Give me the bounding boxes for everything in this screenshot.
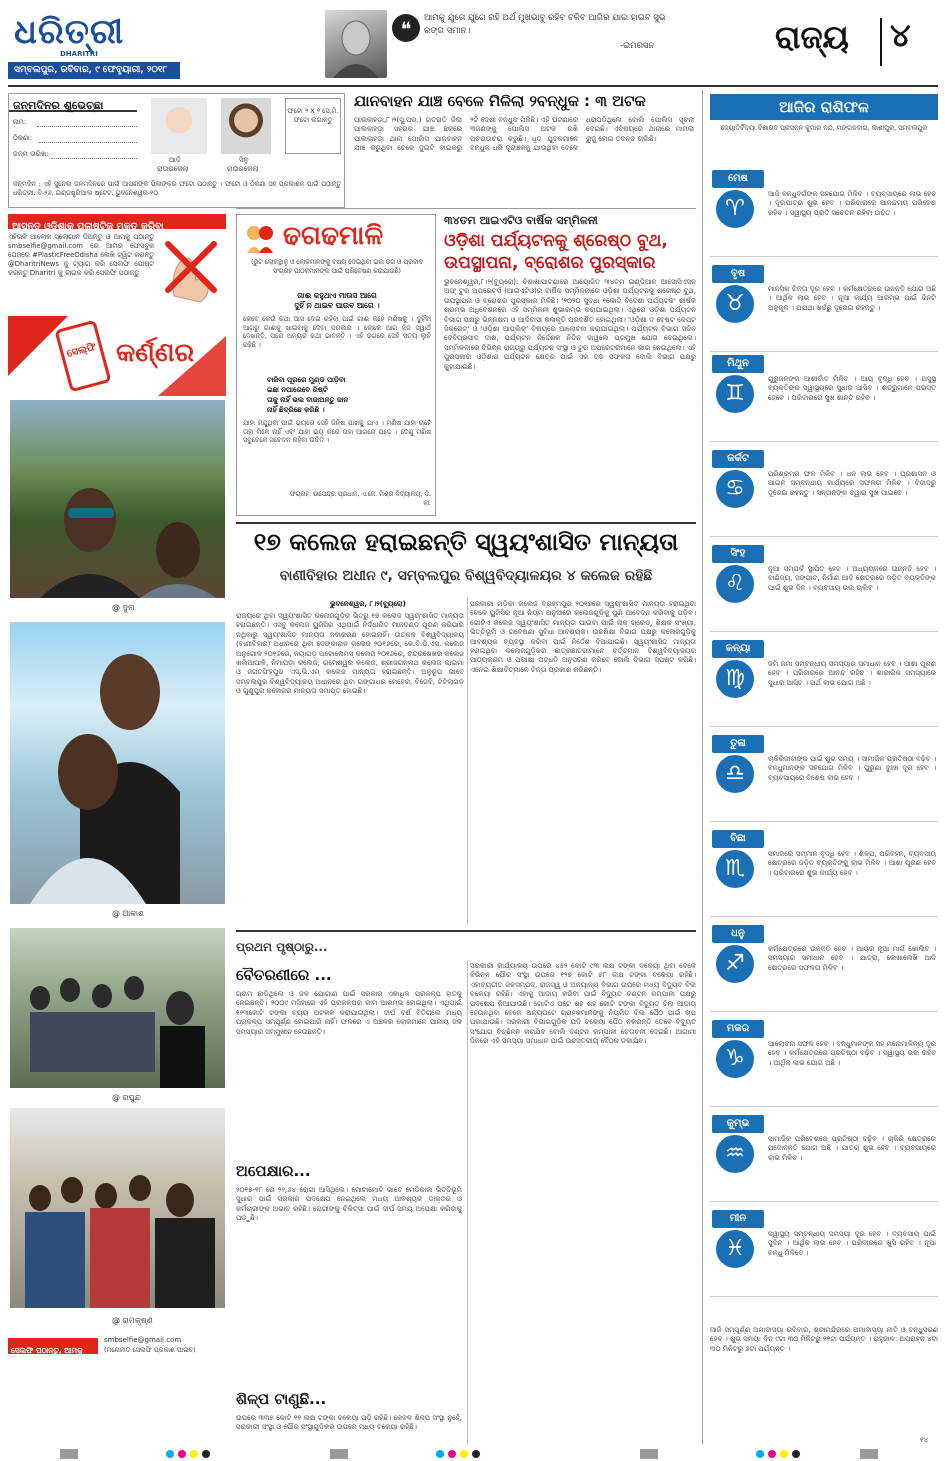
registration-block	[860, 1449, 878, 1459]
sign-name: ଧନୁ	[712, 925, 764, 943]
dateline-bar	[8, 62, 180, 79]
sign-text: ସାମାଜିକ ପରିବେଶରେ ପ୍ରତିଷ୍ଠା ବଢ଼ିବ । ଚାକିରି କ୍ଷେତ୍ରରେ ପଦୋନ୍ନତି ଯୋଗ ଅଛି । ଯାତ୍ରା ଶୁଭ ହେବ । ବ୍ୟବସାୟରେ ଲାଭ ମିଳିବ ।	[768, 1135, 936, 1162]
selfie-banner	[8, 316, 226, 396]
sign-text: ଆଲୋଚନା ସଫଳ ହେବ । ବନ୍ଧୁମାନଙ୍କ ସହ ମନୋମାଳିନ୍ୟ ଦୂର ହେବ । କର୍ମକ୍ଷେତ୍ରରେ ପ୍ରତିଷ୍ଠା ବଢ଼ିବ । ସ୍ୱାସ୍ଥ୍ୟ ଭଲ ରହିବ । ଆର୍ଥିକ ଲାଭ ଯୋଗ ଅଛି ।	[768, 1040, 936, 1067]
sign-name: ମୀନ	[712, 1210, 764, 1228]
registration-dot	[768, 1450, 776, 1458]
dhagamali-heading: ଦୁହିଁ ନ ଥାଇବ ପାଉବ ଆଗେ ।	[294, 301, 380, 310]
selfie-footer	[8, 1334, 226, 1376]
plastic-title-bar	[8, 214, 226, 232]
horoscope-entry	[710, 450, 938, 535]
aquarius-icon: ♒	[716, 1135, 754, 1173]
college-body-right: ସରକାରୀ ମଡ଼ିକା କଲେଜ ବ୍ରହ୍ମପୁର ୨୦୧୭ରେ ସ୍ୱୟଂଶାସିତ ମାନ୍ୟତା ହରାଇଥିବା ବେଳେ ୟୁଜିସିର ନୂଆ ନିୟମ ଅନୁସାରେ କଲେଜଗୁଡ଼ିକୁ ପୁଣି ଆବେଦନ କରିବାକୁ ପଡ଼ିବ। ଗୋଟିଏ କଲେଜ ସ୍ୱୟଂଶାସିତ ମାନ୍ୟତା ପାଇବା ପାଇଁ ନାକ୍ ଗ୍ରେଡ୍, ଶିକ୍ଷକ ସଂଖ୍ୟା, ଭିତ୍ତିଭୂମି ଓ ଗବେଷଣା ସୁବିଧା ଆବଶ୍ୟକ। ଉଚ୍ଚଶିକ୍ଷା ବିଭାଗ ପକ୍ଷରୁ କଲେଜଗୁଡ଼ିକୁ ଆବଶ୍ୟକ ବ୍ୟବସ୍ଥା କରିବା ପାଇଁ ନିର୍ଦ୍ଦେଶ ଦିଆଯାଇଛି। ସ୍ୱୟଂଶାସିତ ମାନ୍ୟତା ହରାଇଥିବା କଲେଜଗୁଡ଼ିକର ଛାତ୍ରଛାତ୍ରୀମାନେ ବର୍ତ୍ତମାନ ବିଶ୍ୱବିଦ୍ୟାଳୟର ପାଠ୍ୟକ୍ରମ ଓ ପରୀକ୍ଷା ପଦ୍ଧତି ଅନୁସରଣ କରିବେ ବୋଲି ବିଭାଗ ସ୍ପଷ୍ଟ କରିଛି। ଏନେଇ ଶିକ୍ଷାବିତ୍‌ମାନେ ଚିନ୍ତା ପ୍ରକାଶ କରିଛନ୍ତି।	[470, 600, 696, 674]
dhagamali-heading: ଗାଈ କହୁଥାଏ ମାଉସ ଆଗେ	[297, 291, 377, 300]
registration-dot	[436, 1450, 444, 1458]
entry-rule	[710, 821, 938, 822]
selfie-note: (ମନୋନୀତ ସେଲଫି ପ୍ରକାଶ ପାଇବ)	[104, 1346, 196, 1354]
photo-placeholder: ଫଟୋ ୨ X ୨ ସେ.ମି. ଫଟୋ ଲଗାନ୍ତୁ	[285, 98, 341, 154]
photo-caption: @ ଦୁନା	[112, 603, 135, 612]
entry-rule	[710, 256, 938, 257]
registration-dot	[448, 1450, 456, 1458]
capricorn-icon: ♑	[716, 1040, 754, 1078]
college-headline: ୧୭ କଲେଜ ହରାଇଛନ୍ତି ସ୍ୱୟଂଶାସିତ ମାନ୍ୟତା	[253, 528, 679, 556]
horoscope-entry	[710, 640, 938, 725]
sign-text: ଚାକିରିଜୀବୀଙ୍କ ପାଇଁ ଶୁଭ ସମୟ । ସାମାଜିକ ପ୍ରତିଷ୍ଠା ବଢ଼ିବ । ବନ୍ଧୁମାନଙ୍କ ସହଯୋଗ ମିଳିବ । ପୁରୁଣା ଦୁଃଖ ଦୂର ହେବ । ବ୍ୟବସାୟରେ ବିଶେଷ ଲାଭ ହେବ ।	[768, 755, 936, 782]
front-column-body: ସରକାରୀ କାର୍ଯ୍ୟାଳୟ ଉପରେ ୪୫୨ କୋଟି ୯୩ ଲକ୍ଷ ଟଙ୍କା ବକେୟା ଥିବା ବେଳେ ବିଭିନ୍ନ ପୌର ସଂସ୍ଥା ଉପରେ ୧୨୭ କୋଟି ୫୮ ଲକ୍ଷ ଟଙ୍କା ବକେୟା ରହିଛି। ଏହାବ୍ୟତୀତ ଜଳସମ୍ପଦ, ରାଜସ୍ୱ ଓ ଅନ୍ୟାନ୍ୟ ବିଭାଗ ଉପରେ ମଧ୍ୟ ବିଦ୍ୟୁତ ବିଲ ବକେୟା ରହିଛି। ଏହାକୁ ଆଦାୟ କରିବା ପାଇଁ ବିଦ୍ୟୁତ ବଣ୍ଟନ କମ୍ପାନୀ ପକ୍ଷରୁ ପଦକ୍ଷେପ ନିଆଯାଉଛି। ଗୋଟିଏ ପଟେ ଶହ ଶହ କୋଟି ଟଙ୍କା ବିଦ୍ୟୁତ ବିଲ ଆଦାୟ ହେଉନଥିବା ବେଳେ ଅନ୍ୟପଟେ ଗ୍ରାହକମାନଙ୍କୁ ନିୟମିତ ବିଲ ପୈଠ ପାଇଁ ଚାପ ପକାଯାଉଛି। ସରକାରୀ ବିଭାଗଗୁଡ଼ିକ ଯଦି ବକେୟା ପୈଠ ନକରନ୍ତି ତେବେ ବିଦ୍ୟୁତ ସଂଯୋଗ ବିଚ୍ଛିନ୍ନ କରାଯିବ ବୋଲି ବଣ୍ଟନ କମ୍ପାନୀ ଚେତାବନୀ ଦେଇଛି। ଆଗାମୀ ଦିନରେ ଏହି ସମସ୍ୟା ସମାଧାନ ପାଇଁ ଉଚ୍ଚସ୍ତରୀୟ ବୈଠକ ଡକାଯିବ।	[470, 962, 696, 1046]
kid-place: ରାଉରକେଲା	[157, 165, 189, 173]
sign-name: କର୍କଟ	[712, 450, 764, 468]
leo-icon: ♌	[716, 565, 754, 603]
registration-dot	[202, 1450, 210, 1458]
birthday-field-dob: ଜନ୍ମ ତାରିଖ:	[13, 150, 49, 158]
masthead-rule	[8, 85, 938, 87]
selfie-photo	[10, 1108, 225, 1308]
registration-dot	[472, 1450, 480, 1458]
birthday-field-address: ଠିକଣା:	[13, 134, 33, 142]
entry-rule	[710, 1296, 938, 1297]
sign-name: କୁମ୍ଭ	[712, 1115, 764, 1133]
horoscope-entry	[710, 735, 938, 820]
sign-name: ମିଥୁନ	[712, 355, 764, 373]
dhagamali-verse: ନାହିଁ ଛିଦ୍ରିଛେ କରିଛି ।	[267, 406, 325, 414]
registration-dot	[190, 1450, 198, 1458]
front-section-title: ଶିଳ୍ପ ଟାଣୁଛି...	[236, 1390, 327, 1408]
horoscope-title: ଆଜିର ରାଶିଫଳ	[779, 98, 869, 116]
horoscope-footer: ଆଜି ସମ୍ପୂର୍ଣ୍ଣ ଅମାବାସ୍ୟା ରବିବାର, ଶ୍ରୀମନ୍ଦିରରେ ଅମାବାସ୍ୟା ନୀତି ଓ ବନ୍ଧୁସରଣ ହେବ । ଶୁଭ ସମୟ: ଦିନ ୯ଟା ୩୦ ମିନିଟରୁ ୧୧ଟା ପର୍ଯ୍ୟନ୍ତ । ରାହୁକାଳ: ଅପରାହ୍ନ ୪ଟା ୩୦ ମିନିଟରୁ ୬ଟା ପର୍ଯ୍ୟନ୍ତ ।	[710, 1326, 938, 1353]
section-title: ରାଜ୍ୟ	[775, 18, 849, 56]
sign-text: ଗୁରୁଜନଙ୍କ ଆଶୀର୍ବାଦ ମିଳିବ । ଆୟ ବୃଦ୍ଧି ହେବ । ଅସୁସ୍ଥ ବ୍ୟକ୍ତିଙ୍କ ସ୍ୱାସ୍ଥ୍ୟରେ ସୁଧାର ଆସିବ । ଶତ୍ରୁମାନେ ପରାସ୍ତ ହେବେ । ପରିବାରରେ ସୁଖ ଶାନ୍ତି ରହିବ ।	[768, 375, 936, 402]
dhagamali-body: କେବେ କେଉଁ କଥା ଆସ ଦେଇ ରହିବା ପାଇଁ ଗାଈ କହେ ମଣିଷକୁ । ଦୁହିଁବା ଆଗରୁ ଗାଈକୁ ଖାଇବାକୁ ଦେବା ଦରକାର । ଲୋକେ ଆଗ ନିଜ ସ୍ୱାର୍ଥ ଦେଖନ୍ତି, ପରେ ଅନ୍ୟର କଥା ଭାବନ୍ତି । ଏହି ଢଗରେ ସେହି ସତ୍ୟ ଲୁଚି ରହିଛି ।	[243, 315, 431, 349]
vehicle-story	[236, 92, 696, 204]
horoscope-entry	[710, 355, 938, 440]
entry-rule	[710, 916, 938, 917]
sign-text: ମାନସିକ ଚିନ୍ତା ଦୂର ହେବ । କର୍ମକ୍ଷେତ୍ରରେ ଉନ୍ନତି ଯୋଗ ଅଛି । ଆର୍ଥିକ ଲାଭ ହେବ । ନୂଆ କାର୍ଯ୍ୟ ଆରମ୍ଭ ପାଇଁ ଦିନଟି ଅନୁକୂଳ । ଅଯଥା ଖର୍ଚ୍ଚରୁ ଦୂରେଇ ରହନ୍ତୁ ।	[768, 285, 936, 312]
horoscope-entry	[710, 925, 938, 1010]
dhagamali-intro: (ରୁଟି ଲୋକନ୍ଥାଳୁ ଓ ଲୋକମାନଙ୍କୁ ବିଷୟ ଦେଇଥିବା ଭଲ ଢଗ ଓ ପ୍ରବାଦ ସଂଗ୍ରହ ପାଠକମାନଙ୍କ ପାଇଁ ପରିବେଷଣ କରାଯାଉଛି)	[251, 259, 423, 275]
sign-text: କର୍ମକ୍ଷେତ୍ରରେ ଉନ୍ନତି ହେବ । ଆୟର ନୂଆ ମାର୍ଗ ଖୋଲିବ । ସମସ୍ୟାର ସମାଧାନ ହେବ । ଯାତ୍ରା, ଲେଖାଲେଖି ଆଦି କ୍ଷେତ୍ରରେ ସଫଳତା ମିଳିବ ।	[768, 945, 936, 972]
no-plastic-icon	[160, 236, 222, 306]
tourism-headline: ଓଡ଼ିଶା ପର୍ଯ୍ୟଟନକୁ ଶ୍ରେଷ୍ଠ ବୁଥ, ଉପସ୍ଥାପନା, ବ୍ରୋଶର ପୁରସ୍କାର	[444, 231, 668, 273]
horoscope-entry	[710, 1020, 938, 1105]
sign-name: ବୃଷ	[712, 265, 764, 283]
author-portrait	[325, 10, 387, 78]
dhagamali-title: ଢଗଢମାଳି	[283, 221, 384, 251]
front-section-title: ବୈତରଣୀରେ ...	[236, 966, 332, 984]
logo	[14, 12, 214, 56]
college-subhead: ବାଣୀବିହାର ଅଧୀନ ୯, ସମ୍ବଲପୁର ବିଶ୍ୱବିଦ୍ୟାଳୟର ୪ କଲେଜ ରହିଛି	[279, 568, 653, 584]
quote-author: -ଇମରସନ	[620, 41, 655, 51]
sign-text: ସ୍ୱାସ୍ଥ୍ୟ ସମ୍ବନ୍ଧୀୟ ସମସ୍ୟା ଦୂର ହେବ । ବ୍ୟବସାୟ ପାଇଁ ସୁଦିନ । ଆର୍ଥିକ ଲାଭ ହେବ । ପରିବାରରେ ଖୁସି ରହିବ । ନୂଆ ବନ୍ଧୁ ମିଳିବେ ।	[768, 1230, 936, 1257]
gemini-icon: ♊	[716, 375, 754, 413]
entry-rule	[710, 631, 938, 632]
sign-name: ମକର	[712, 1020, 764, 1038]
front-label: ପ୍ରଥମ ପୃଷ୍ଠାରୁ...	[236, 940, 328, 954]
plastic-body: ଏହିଭଳି ଆଲୋକ ସ୍ଲୋଗାନ ଦିଅନ୍ତୁ ଓ ଆମକୁ ପଠାନ୍ତୁ smbselfie@gmail.com ରେ ଆମର ଫେସବୁକ ପେଜରେ #PlasticFreeOdisha ଲେଖି ଟ୍ୱିଟ କରନ୍ତୁ @DharitriNews କୁ ଟ୍ୟାଗ କରି ସେଲଫି ପୋଷ୍ଟ କରନ୍ତୁ Dharitri କୁ ଲାଇକ କରି ସେଲଫି ପଠାନ୍ତୁ	[8, 233, 154, 277]
tourism-body: ଭୁବନେଶ୍ୱର,୮।୨(ବ୍ୟୁରୋ): ବିଶାଖାପାଟଣାରେ ଆୟୋଜିତ ୩୪ତମ ଇଣ୍ଡିଆନ୍ ଆସୋସିଏସନ୍ ଅଫ୍ ଟୁର ଅପରେଟର୍ସ (ଆଇଏଟିଓ)ର ବାର୍ଷିକ ସମ୍ମିଳନୀରେ ଓଡ଼ିଶା ପର୍ଯ୍ୟଟନକୁ ଶ୍ରେଷ୍ଠ ବୁଥ, ଉପସ୍ଥାପନା ଓ ବ୍ରୋଶର ପୁରସ୍କାର ମିଳିଛି। '୨୦୨୦ ସୁଦ୍ଧା ୧କୋଟି ବିଦେଶୀ ପର୍ଯ୍ୟଟକ' ଶୀର୍ଷକ ଶ୍ରମ୍ଭ ଅଧିବେଶନରେ ଏହି ସମ୍ମିଳନୀ ଶୁଭାରମ୍ଭ କରାଯାଇଥିଲା। ଏଥିରେ ଓଡ଼ିଶା ପର୍ଯ୍ୟଟନ ବିଭାଗ ପକ୍ଷରୁ ଭିନ୍ନକ୍ଷମ ଓ ଆଦିବାସୀ କଳାକୃତି ପ୍ରଦର୍ଶିତ ହୋଇଥିଲା। 'ଓଡ଼ିଶା ଦ ବେଷ୍ଟ କେପ୍ଟ ସିକ୍ରେଟ୍' ଓ 'ଓଡ଼ିଶା ଆପ୍ଲିକ୍' ବିଷୟରେ ଆଲୋଚନା କରାଯାଇଥିଲା। ପର୍ଯ୍ୟଟନ ବିଭାଗ ସଚିବ ଦେବିପ୍ରସାଦ ଦାଶ, ପର୍ଯ୍ୟଟନ ନିର୍ଦ୍ଦେଶକ ନିତିନ ଜାୱଲେ ପ୍ରମୁଖ ଯୋଗ ଦେଇଥିଲେ। ସମ୍ମିଳନୀରେ ବିଭିନ୍ନ ରାଜ୍ୟରୁ ପର୍ଯ୍ୟଟନ ସଂସ୍ଥା ଓ ଟୁର ଅପରେଟରମାନେ ଭାଗ ନେଇଥିଲେ। ଏହି ପୁରସ୍କାର ଓଡ଼ିଶାର ପର୍ଯ୍ୟଟନ କ୍ଷେତ୍ର ପାଇଁ ଏକ ବଡ଼ ସଫଳତା ବୋଲି ବିଭାଗ ପକ୍ଷରୁ କୁହାଯାଇଛି।	[444, 278, 696, 371]
sign-name: ସିଂହ	[712, 545, 764, 563]
sagittarius-icon: ♐	[716, 945, 754, 983]
selfie-footer-text: ସେଲଫି ପଠାନ୍ତୁ, ଆମକୁ ପଠାନ୍ତୁ	[8, 1346, 83, 1376]
dhagamali-verse: ତାକୁ ନାହିଁ ଭଲ ବାଜାଅନ୍ତୁ ଜାନ	[267, 396, 349, 404]
entry-rule	[710, 1011, 938, 1012]
registration-block	[330, 1449, 348, 1459]
front-section-title: ଅପେକ୍ଷାର...	[236, 1162, 311, 1180]
front-section-body: ଉପରେ ୩୩୫ କୋଟି ୧୧ ଲକ୍ଷ ଟଙ୍କା ବକେୟା ପଡ଼ି ରହିଛି। କେବଳ ଶିଳ୍ପ ସଂସ୍ଥା ନୁହେଁ, ସରକାରୀ ସଂସ୍ଥା ଓ ପୌର ସଂସ୍ଥାଗୁଡ଼ିକର ଉପରେ ମଧ୍ୟ ବକେୟା ରହିଛି।	[236, 1414, 462, 1432]
horoscope-header	[710, 94, 938, 120]
dateline: ସମ୍ବଲପୁର, ରବିବାର, ୯ ଫେବୃୟାରୀ, ୨୦୧୮	[14, 65, 168, 75]
photo-caption: @ ରଘୁନ୍ଦ	[112, 1093, 141, 1102]
entry-rule	[710, 726, 938, 727]
front-section-body: ଗ୍ରାମ ଛାଡ଼ିଥିଲେ ଓ ଜଳ ଯୋଗାଣ ପାଇଁ ସରକାର ଏକାଧିକ ପ୍ରକଳ୍ପ ହାତକୁ ନେଇଛନ୍ତି। ୨୦୦୯ ମସିହାରେ ଏହି ପ୍ରକଳ୍ପର କାମ ଆରମ୍ଭ ହୋଇଥିଲା। ଏଥିପାଇଁ ୧୨୩କୋଟି ଟଙ୍କା ବ୍ୟୟ ଅଟକଳ କରାଯାଇଥିଲା। ଦୀର୍ଘ ବର୍ଷ ବିତିଗଲେ ମଧ୍ୟ ପ୍ରକଳ୍ପ ସମ୍ପୂର୍ଣ୍ଣ ହୋଇପାରି ନାହିଁ। ଫଳରେ ଏ ଅଞ୍ଚଳର ଲୋକମାନେ ପାନୀୟ ଜଳ ସମସ୍ୟାର ସମ୍ମୁଖୀନ ହେଉଛନ୍ତି।	[236, 990, 462, 1036]
horoscope-entry	[710, 1210, 938, 1295]
libra-icon: ♎	[716, 755, 754, 793]
selfie-email: smbselfie@gmail.com	[104, 1336, 182, 1344]
birthday-title: ଜନ୍ମଦିନର ଶୁଭେଚ୍ଛା	[13, 99, 104, 112]
dhagamali-footer: ସଂଗ୍ରହ: ଉପେନ୍ଦ୍ର ପ୍ରଧାନ, ଏ.ଜେ. ମିଶ୍ର ବିଦ୍ୟାଳୟ, ଡି. ଲା.	[289, 491, 431, 507]
aries-icon: ♈	[716, 190, 754, 228]
registration-dot	[792, 1450, 800, 1458]
horoscope-byline: ଜ୍ୟୋତିର୍ବିଦ୍ୟା ବିଶାରଦ ପ୍ରସନ୍ନ କୁମାର ନନ୍ଦ, ମଙ୍ଗଳବାଗ, କାଶୀପୁର, ସମ୍ବଲପୁର	[720, 124, 928, 132]
kid-name: ସିନୁ	[239, 156, 249, 164]
entry-rule	[710, 441, 938, 442]
logo-text: ଧରିତ୍ରୀ	[14, 12, 125, 52]
registration-dot	[178, 1450, 186, 1458]
photo-caption: @ ରାମକୃଷ୍ଣ	[112, 1316, 153, 1325]
entry-rule	[710, 1106, 938, 1107]
college-body-left: ରାଜ୍ୟରେ ଥିବା ସ୍ୱୟଂଶାସିତ କଲେଜଗୁଡ଼ିକ ଭିତରୁ ୧୭ କଲେଜ ସ୍ୱୟଂଶାସିତ ମାନ୍ୟତା ହରାଇଛନ୍ତି। ଏସବୁ କଲେଜ ୟୁଜିସିର ଏଥିପାଇଁ ନିର୍ଦ୍ଧାରିତ ମାନଦଣ୍ଡ ପୂରଣ କରିପାରି ନଥିବାରୁ ସ୍ୱୟଂଶାସିତ ମାନ୍ୟତା ନବୀକରଣ ହୋଇନାହିଁ। ଉତ୍କଳ ବିଶ୍ୱବିଦ୍ୟାଳୟ (ବାଣୀବିହାର) ଅଧୀନରେ ଥିବା ଦେଙ୍କାନାଳ କଲେଜ ୨୦୧୬ରେ, କେ.ବି.ଡି.ଏସ. କଲେଜ ଅନୁଗୋଳ ୨୦୧୬ରେ, ନୟାଗଡ଼ ଅଟୋନୋମସ୍ କଲେଜ ୨୦୧୬ରେ, ଚନ୍ଦ୍ରଶେଖର କଲେଜ ଖଲିଆପାଳି, ନିମାପଡ଼ା କଲେଜ, ରାମେଶ୍ୱର କଲେଜ, ଶ୍ରୀଜଗନ୍ନାଥ କଲେଜ କାଇମା ଓ ଜଗତସିଂହପୁର ଏସ୍.ଭି.ଏମ୍ କଲେଜ ମାନ୍ୟତା ହରାଇଛନ୍ତି। ଅନୁରୂପ ଭାବେ ସମ୍ବଲପୁର ବିଶ୍ୱବିଦ୍ୟାଳୟ ଅଧୀନରେ ଥିବା ଗଙ୍ଗାଧର ମେହେର, ବିଜେବି, ଟିଟିଲାଗଡ଼ ଓ ଗୁଣୁପୁର କଲେଜର ମାନ୍ୟତା ସମାପ୍ତ ହୋଇଛି।	[236, 612, 464, 696]
sign-text: ଜମି ଜମା ସମ୍ବନ୍ଧୀୟ ସମସ୍ୟାର ସମାଧାନ ହେବ । ଆଶା ପୂରଣ ହେବ । ପରିବାରରେ ଆନନ୍ଦ ରହିବ । ଶାରୀରିକ ସମସ୍ୟାରେ ସୁଧାର ଆସିବ । ଅର୍ଥ ଲାଭ ଯୋଗ ଅଛି ।	[768, 660, 936, 687]
plastic-box	[8, 214, 226, 312]
horoscope-entry	[710, 265, 938, 350]
sign-text: ନୂଆ ସମ୍ପର୍କ ସ୍ଥାପିତ ହେବ । ଅଧ୍ୟୟନରେ ଉନ୍ନତି ହେବ । ବାଣିଜ୍ୟ, ସଙ୍ଗୀତ, ନିର୍ମାଣ ଆଦି କ୍ଷେତ୍ରରେ ଜଡ଼ିତ ବ୍ୟକ୍ତିଙ୍କ ପାଇଁ ଶୁଭ ଦିନ । ବ୍ୟବସାୟ ଭଲ ଚାଲିବ ।	[768, 565, 936, 592]
vehicle-headline: ଯାନବାହନ ଯାଞ୍ଚ ବେଳେ ମିଳିଲା ୨ବନ୍ଧୁକ : ୩ ଅଟକ	[354, 92, 646, 110]
birthday-field-name: ନାମ:	[13, 118, 27, 126]
registration-dot	[460, 1450, 468, 1458]
sign-text: ସମାଜରେ ସମ୍ମାନ ବୃଦ୍ଧି ହେବ । ଶିଳ୍ପ, ପରିବହନ, ବ୍ୟବସାୟ କ୍ଷେତ୍ରରେ ଜଡ଼ିତ ବ୍ୟକ୍ତିଙ୍କୁ ଲାଭ ମିଳିବ । ଆଶା ପୂରଣ ହେବ । ପରିବାରରେ ଶୁଭ କାର୍ଯ୍ୟ ହେବ ।	[768, 850, 936, 877]
selfie-photo	[10, 400, 225, 598]
pisces-icon: ♓	[716, 1230, 754, 1268]
quote-icon: ❝	[392, 14, 420, 42]
vehicle-body: ପାଲଲାହଡ଼ା,୮।୨(ସୁ.ପ୍ର.) ଗତରାତି ଜିଲା ପାଲଲାହଡ଼ା ସହରର ଯାଞ୍ଚ ଛକରେ ପାଲଲାହଡ଼ା ଥାନା ପୋଲିସ ଯାନବାହନ ଯାଞ୍ଚ କରୁଥିବା ବେଳେ ଦୁଇଟି ବାଇକରୁ ୨ଟି ଦେଶୀ ବନ୍ଧୁକ ମିଳିଛି। ଏହି ଘଟଣାରେ ୩ଜଣଙ୍କୁ ପୋଲିସ ଅଟକ ରଖି ପଚରାଉଚରା କରୁଛି। ଧୃତ ଯୁବକମାନେ ବନ୍ଧୁକ ଧରି ଦୂରାଞ୍ଚଳକୁ ଯାଉଥିବା ବେଳେ ଧରାପଡ଼ିଥିଲେ ବୋଲି ପୋଲିସ ସୂଚନା ଦେଇଛି। ଏବିଷୟରେ ଥାନାରେ ମାମଲା ରୁଜୁ ହୋଇ ତଦନ୍ତ ଚାଲିଛି।	[354, 116, 694, 153]
registration-block	[640, 1449, 658, 1459]
rule	[236, 930, 696, 932]
birthday-title-bar	[9, 94, 137, 112]
virgo-icon: ♍	[716, 660, 754, 698]
page-number: ୪	[890, 16, 911, 54]
plastic-title: ଆସନ୍ତୁ ଓଡ଼ିଶାକୁ ପ୍ଲାଷ୍ଟିକ ମୁକ୍ତ କରିବା	[12, 221, 164, 232]
column-rule	[467, 960, 468, 1444]
selfie-banner-text: କର୍ଣ୍ଣର	[116, 338, 195, 368]
dhagamali-verse: ବାଜିବା ପୂରରେ ମୁଣ୍ଡ ପାଡ଼ିବା	[267, 376, 346, 384]
field-line	[51, 158, 137, 159]
field-line	[37, 126, 137, 127]
kid-photo	[151, 98, 207, 154]
horoscope-entry	[710, 170, 938, 255]
registration-dot	[166, 1450, 174, 1458]
photo-caption: @ ଆକାଶ	[112, 909, 144, 918]
cancer-icon: ♋	[716, 470, 754, 508]
page-mark: ୧୪	[920, 1436, 929, 1444]
logo-sub: DHARITRI	[60, 50, 98, 58]
tourism-kicker: ୩୪ତମ ଆଇଏଟିଓ ବାର୍ଷିକ ସମ୍ମିଳନୀ	[444, 214, 598, 227]
selfie-photo	[10, 622, 225, 904]
selfie-photo	[10, 928, 225, 1088]
entry-rule	[710, 536, 938, 537]
field-line	[39, 142, 137, 143]
scorpio-icon: ♏	[716, 850, 754, 888]
sign-name: ତୁଳା	[712, 735, 764, 753]
registration-dot	[780, 1450, 788, 1458]
sign-name: ବିଛା	[712, 830, 764, 848]
selfie-footer-bar	[8, 1338, 98, 1376]
kid-place: ରାଉରକେଲା	[227, 165, 259, 173]
tourism-story	[444, 214, 696, 516]
rule	[236, 522, 696, 524]
rule	[236, 208, 696, 209]
sign-text: ଆଜି ବନ୍ଧୁବର୍ଗଙ୍କ ସହଯୋଗ ମିଳିବ । ବ୍ୟବସାୟରେ ଲାଭ ହେବ । ଦୂରଯାତ୍ରା ଶୁଭ ହେବ । ପରିବାରରେ ଆନନ୍ଦମୟ ପରିବେଶ ରହିବ । ସ୍ୱାସ୍ଥ୍ୟ ପ୍ରତି ସଚେତନ ରହିବା ଉଚିତ ।	[768, 190, 936, 217]
section-divider	[880, 18, 882, 66]
sign-name: କନ୍ୟା	[712, 640, 764, 658]
sign-text: ପରିଶ୍ରମର ଫଳ ମିଳିବ । ଧନ ଲାଭ ହେବ । ପ୍ରଶାସନ ଓ ଆଇନ ସମ୍ବନ୍ଧୀୟ କାର୍ଯ୍ୟରେ ସଫଳତା ମିଳିବ । ବିବାଦରୁ ଦୂରେଇ ରହନ୍ତୁ । ସନ୍ତାନଙ୍କ ଦ୍ୱାରା ସୁଖ ପାଇବେ ।	[768, 470, 936, 497]
registration-dot	[756, 1450, 764, 1458]
color-registration-marks	[0, 1448, 945, 1461]
horoscope-entry	[710, 545, 938, 630]
masthead	[0, 0, 945, 86]
horoscope-entry	[710, 1115, 938, 1200]
horoscope-entry	[710, 830, 938, 915]
column-rule	[702, 90, 703, 1444]
dhagamali-box	[236, 214, 436, 516]
sign-name: ମେଷ	[712, 170, 764, 188]
entry-rule	[710, 351, 938, 352]
college-dateline: ଭୁବନେଶ୍ୱର, ୮।୨(ବ୍ୟୁରୋ)	[330, 600, 406, 608]
front-section-body: ୨୦୧୭-୧୮ ରେ ୨୨,୬୪ ରୋଗୀ ଆସିଥିଲେ। ମୋଟାମୋଟି ଭାବେ ମେଡିକାଲ ଭିତ୍ତିଭୂମି ସୁଧାର ପାଇଁ ସରକାର ପଦକ୍ଷେପ ନେଇଥିଲେ ମଧ୍ୟ ଆବଶ୍ୟକ ଡାକ୍ତର ଓ କର୍ମଚାରୀଙ୍କ ଅଭାବ ରହିଛି। ରୋଗୀଙ୍କୁ ଚିକିତ୍ସା ପାଇଁ ଦୀର୍ଘ ସମୟ ଅପେକ୍ଷା କରିବାକୁ ପଡ଼ୁଛି।	[236, 1186, 462, 1223]
taurus-icon: ♉	[716, 285, 754, 323]
column-rule	[467, 598, 468, 924]
dhagamali-verse: ଇଛା ନପାରେବେ ରିଷ୍ଟି	[267, 386, 328, 394]
quote-text: ଆମକୁ ଯୁଗେ ଯୁଗେ ରହି ଅର୍ଥ ମୁଖଭାବୁ ରହିବ ବଳିବ ଆଗିର ଯାଇ ହାଇବ ସୁଭ ରଙ୍ଗ ସମାନ।	[424, 13, 666, 36]
birthday-note: ଜନ୍ମଦିନ : ଏହି ସୁନେଲ ଜନମଦିନରେ ପାଇଁ ଆପଣଙ୍କ ପିଲାଙ୍କର ଫଟୋ ପଠାନ୍ତୁ । ଫଟୋ ଓ ଠିକଣା ସହ ପ୍ରକାଶନ ପାଇଁ ପଠାନ୍ତୁ ଧରିତ୍ରୀ, ବି-୨୬, ଇଣ୍ଡଷ୍ଟ୍ରିଆଲ ଷ୍ଟେଟ, ଭୁବନେଶ୍ୱର-୧୦	[13, 180, 341, 197]
kid-name: ଆଦି	[169, 156, 181, 164]
dhagamali-body: ଯାହା ମନ୍ଦୁଥିବା ପାଇଁ ଭୟରେ ସେହି ଜିନିଷ ପାଖକୁ ଯାଏ । ମଣିଷ ଯାହା ଚାହେଁ ତାହା ମିଳେ ନାହିଁ ଏବଂ ଯାହା ଭୟ କରେ ତାହା ଆଗରେ ପଡ଼େ । ତେଣୁ ମଣିଷ ସବୁବେଳେ ସଚେତନ ରହିବା ଉଚିତ ।	[243, 419, 431, 445]
dhaga-icon	[243, 221, 277, 255]
selfie-label: ସେଲ୍ଫି	[65, 341, 98, 360]
entry-rule	[710, 1201, 938, 1202]
registration-block	[60, 1449, 78, 1459]
